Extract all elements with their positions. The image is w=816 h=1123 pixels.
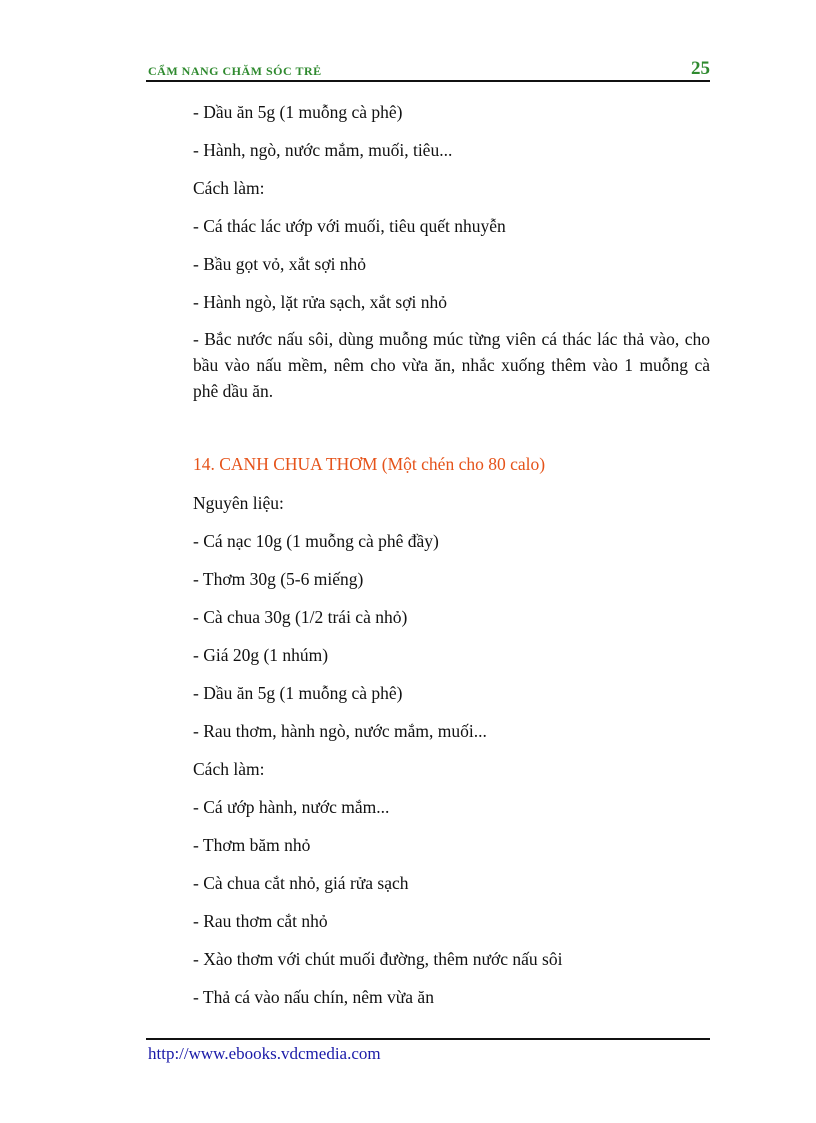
list-item: - Cà chua 30g (1/2 trái cà nhỏ) [193, 607, 408, 627]
recipe-heading: 14. CANH CHUA THƠM (Một chén cho 80 calo) [193, 454, 546, 474]
paragraph-text: - Bắc nước nấu sôi, dùng muỗng múc từng viên cá thác lác thả vào, cho bầu vào nấu mềm, nêm cho vừa ăn, nhắc xuống thêm vào 1 muỗng cà phê dầu ăn. [193, 329, 710, 401]
list-item: - Bầu gọt vỏ, xắt sợi nhỏ [193, 254, 367, 274]
method-final-paragraph [148, 326, 710, 404]
list-item: - Cà chua cắt nhỏ, giá rửa sạch [193, 873, 409, 893]
list-item: - Hành, ngò, nước mắm, muối, tiêu... [193, 140, 453, 160]
list-item: - Giá 20g (1 nhúm) [193, 645, 329, 665]
footer-divider [146, 1038, 710, 1040]
method-label: Cách làm: [193, 178, 265, 198]
list-item: - Rau thơm, hành ngò, nước mắm, muối... [193, 721, 487, 741]
list-item: - Hành ngò, lặt rửa sạch, xắt sợi nhỏ [193, 292, 447, 312]
page-number: 25 [691, 58, 710, 79]
list-item: - Rau thơm cắt nhỏ [193, 911, 328, 931]
footer-link[interactable]: http://www.ebooks.vdcmedia.com [148, 1044, 381, 1063]
list-item: - Thơm 30g (5-6 miếng) [193, 569, 364, 589]
list-item: - Dầu ăn 5g (1 muỗng cà phê) [193, 683, 403, 703]
method-label: Cách làm: [193, 759, 265, 779]
header-divider [146, 80, 710, 82]
list-item: - Xào thơm với chút muối đường, thêm nước nấu sôi [193, 949, 563, 969]
list-item: - Cá ướp hành, nước mắm... [193, 797, 390, 817]
list-item: - Cá thác lác ướp với muối, tiêu quết nhuyễn [193, 216, 506, 236]
header-title: CẨM NANG CHĂM SÓC TRẺ [148, 64, 322, 78]
list-item: - Thơm băm nhỏ [193, 835, 311, 855]
list-item: - Cá nạc 10g (1 muỗng cà phê đầy) [193, 531, 439, 551]
ingredients-label: Nguyên liệu: [193, 493, 284, 513]
list-item: - Thả cá vào nấu chín, nêm vừa ăn [193, 987, 434, 1007]
list-item: - Dầu ăn 5g (1 muỗng cà phê) [193, 102, 403, 122]
